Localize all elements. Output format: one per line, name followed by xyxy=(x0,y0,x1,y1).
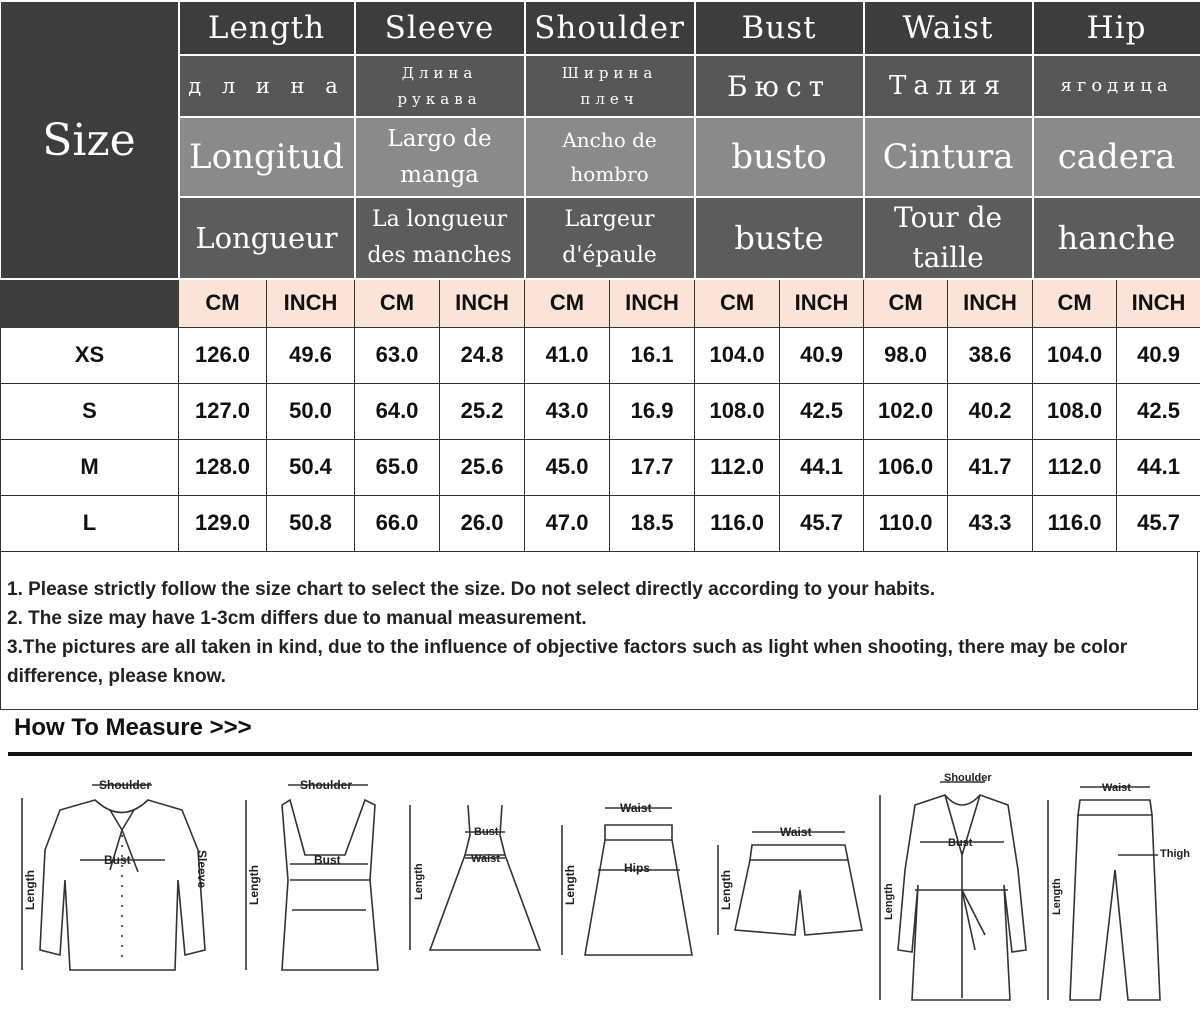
table-cell: 50.8 xyxy=(267,495,355,551)
dress-skirt-icon xyxy=(430,855,540,950)
table-cell: 40.9 xyxy=(780,327,864,383)
table-cell: 18.5 xyxy=(610,495,695,551)
label-length: Length xyxy=(23,870,37,910)
unit-inch: INCH xyxy=(948,279,1033,327)
shorts-outline-icon xyxy=(735,860,862,935)
table-cell: 41.0 xyxy=(525,327,610,383)
table-cell: 38.6 xyxy=(948,327,1033,383)
notes-box xyxy=(0,551,1198,710)
table-cell: 116.0 xyxy=(695,495,780,551)
table-cell: 112.0 xyxy=(695,439,780,495)
header-sleeve-ru: Длина рукава xyxy=(355,55,525,117)
skirt-waistband-icon xyxy=(605,825,672,840)
coat-illustration xyxy=(880,772,1026,1000)
table-cell: 16.1 xyxy=(610,327,695,383)
size-label: M xyxy=(1,439,179,495)
size-header: Size xyxy=(1,1,179,279)
table-cell: 128.0 xyxy=(179,439,267,495)
size-label: L xyxy=(1,495,179,551)
header-hip-en: Hip xyxy=(1033,1,1200,55)
table-cell: 98.0 xyxy=(864,327,948,383)
unit-inch: INCH xyxy=(780,279,864,327)
label-shoulder: Shoulder xyxy=(99,778,152,792)
table-cell: 129.0 xyxy=(179,495,267,551)
header-row-russian xyxy=(1,55,1200,117)
header-row-english xyxy=(1,1,1200,55)
header-waist-en: Waist xyxy=(864,1,1033,55)
unit-cm: CM xyxy=(179,279,267,327)
table-cell: 43.3 xyxy=(948,495,1033,551)
header-sleeve-fr: La longueur des manches xyxy=(355,197,525,279)
table-cell: 64.0 xyxy=(355,383,440,439)
table-cell: 25.6 xyxy=(440,439,525,495)
table-cell: 45.7 xyxy=(780,495,864,551)
table-cell: 66.0 xyxy=(355,495,440,551)
table-cell: 44.1 xyxy=(780,439,864,495)
table-cell: 47.0 xyxy=(525,495,610,551)
unit-row xyxy=(1,279,1200,327)
waist-band-icon xyxy=(290,880,370,910)
header-shoulder-ru: Ширина плеч xyxy=(525,55,695,117)
header-bust-en: Bust xyxy=(695,1,864,55)
unit-cm: CM xyxy=(525,279,610,327)
how-to-measure-illustrations xyxy=(0,760,1200,1020)
table-cell: 45.0 xyxy=(525,439,610,495)
header-row-french xyxy=(1,197,1200,279)
label-sleeve: Sleeve xyxy=(195,850,209,889)
coat-lapel-icon xyxy=(945,795,980,998)
header-length-ru: д л и н а xyxy=(179,55,355,117)
table-row xyxy=(1,383,1200,439)
header-length-es: Longitud xyxy=(179,117,355,197)
unit-cm: CM xyxy=(695,279,780,327)
table-cell: 110.0 xyxy=(864,495,948,551)
unit-cm: CM xyxy=(355,279,440,327)
camisole-illustration xyxy=(246,778,378,970)
label-shoulder: Shoulder xyxy=(944,772,992,784)
header-bust-fr: buste xyxy=(695,197,864,279)
table-cell: 49.6 xyxy=(267,327,355,383)
note-3: 3.The pictures are all taken in kind, due to the influence of objective factors such as light when shooting, there may be color difference, please know. xyxy=(7,637,1128,687)
table-cell: 44.1 xyxy=(1117,439,1200,495)
trousers-waistband-icon xyxy=(1078,800,1152,815)
header-sleeve-es: Largo de manga xyxy=(355,117,525,197)
label-bust: Bust xyxy=(948,837,973,849)
size-label: XS xyxy=(1,327,179,383)
how-to-measure-divider xyxy=(8,752,1192,756)
label-length: Length xyxy=(413,863,425,900)
header-length-fr: Longueur xyxy=(179,197,355,279)
table-cell: 42.5 xyxy=(780,383,864,439)
table-cell: 116.0 xyxy=(1033,495,1117,551)
trousers-illustration xyxy=(1048,782,1190,1000)
table-cell: 45.7 xyxy=(1117,495,1200,551)
label-waist: Waist xyxy=(780,825,812,839)
table-cell: 102.0 xyxy=(864,383,948,439)
blouse-illustration xyxy=(22,778,209,970)
label-bust: Bust xyxy=(314,853,341,867)
table-cell: 40.9 xyxy=(1117,327,1200,383)
header-hip-es: cadera xyxy=(1033,117,1200,197)
unit-cm: CM xyxy=(864,279,948,327)
table-cell: 40.2 xyxy=(948,383,1033,439)
unit-inch: INCH xyxy=(1117,279,1200,327)
shorts-illustration xyxy=(718,825,862,935)
note-1: 1. Please strictly follow the size chart to select the size. Do not select directly according to your habits. xyxy=(7,579,936,600)
table-cell: 50.4 xyxy=(267,439,355,495)
note-2: 2. The size may have 1-3cm differs due to manual measurement. xyxy=(7,608,587,629)
table-cell: 112.0 xyxy=(1033,439,1117,495)
table-cell: 108.0 xyxy=(1033,383,1117,439)
label-waist: Waist xyxy=(620,801,652,815)
label-waist: Waist xyxy=(471,853,500,865)
header-row-spanish xyxy=(1,117,1200,197)
table-cell: 16.9 xyxy=(610,383,695,439)
header-waist-es: Cintura xyxy=(864,117,1033,197)
header-hip-ru: ягодица xyxy=(1033,55,1200,117)
label-waist: Waist xyxy=(1102,782,1131,794)
table-cell: 25.2 xyxy=(440,383,525,439)
table-cell: 104.0 xyxy=(1033,327,1117,383)
unit-inch: INCH xyxy=(267,279,355,327)
label-thigh: Thigh xyxy=(1160,848,1190,860)
header-shoulder-en: Shoulder xyxy=(525,1,695,55)
label-length: Length xyxy=(563,865,577,905)
unit-inch: INCH xyxy=(440,279,525,327)
table-cell: 17.7 xyxy=(610,439,695,495)
header-length-en: Length xyxy=(179,1,355,55)
header-hip-fr: hanche xyxy=(1033,197,1200,279)
table-cell: 126.0 xyxy=(179,327,267,383)
label-length: Length xyxy=(883,883,895,920)
table-cell: 50.0 xyxy=(267,383,355,439)
table-cell: 24.8 xyxy=(440,327,525,383)
trousers-outline-icon xyxy=(1070,815,1160,1000)
header-shoulder-fr: Largeur d'épaule xyxy=(525,197,695,279)
header-sleeve-en: Sleeve xyxy=(355,1,525,55)
unit-row-spacer xyxy=(1,279,179,327)
table-row xyxy=(1,495,1200,551)
label-shoulder: Shoulder xyxy=(300,778,353,792)
table-row xyxy=(1,439,1200,495)
label-bust: Bust xyxy=(474,826,499,838)
shorts-waistband-icon xyxy=(750,845,848,860)
label-hips: Hips xyxy=(624,861,651,875)
table-cell: 26.0 xyxy=(440,495,525,551)
label-length: Length xyxy=(247,865,261,905)
skirt-illustration xyxy=(562,801,692,955)
unit-inch: INCH xyxy=(610,279,695,327)
table-cell: 127.0 xyxy=(179,383,267,439)
camisole-outline-icon xyxy=(282,800,378,970)
table-cell: 65.0 xyxy=(355,439,440,495)
table-cell: 108.0 xyxy=(695,383,780,439)
table-cell: 41.7 xyxy=(948,439,1033,495)
size-label: S xyxy=(1,383,179,439)
label-length: Length xyxy=(1051,878,1063,915)
dress-illustration xyxy=(410,805,540,950)
header-bust-ru: Бюст xyxy=(695,55,864,117)
table-cell: 63.0 xyxy=(355,327,440,383)
skirt-outline-icon xyxy=(585,840,692,955)
table-cell: 42.5 xyxy=(1117,383,1200,439)
table-cell: 43.0 xyxy=(525,383,610,439)
table-cell: 106.0 xyxy=(864,439,948,495)
how-to-measure-title: How To Measure >>> xyxy=(14,714,252,741)
label-bust: Bust xyxy=(104,853,131,867)
header-waist-ru: Талия xyxy=(864,55,1033,117)
header-shoulder-es: Ancho de hombro xyxy=(525,117,695,197)
table-cell: 104.0 xyxy=(695,327,780,383)
header-waist-fr: Tour de taille xyxy=(864,197,1033,279)
unit-cm: CM xyxy=(1033,279,1117,327)
table-row xyxy=(1,327,1200,383)
label-length: Length xyxy=(719,870,733,910)
header-bust-es: busto xyxy=(695,117,864,197)
